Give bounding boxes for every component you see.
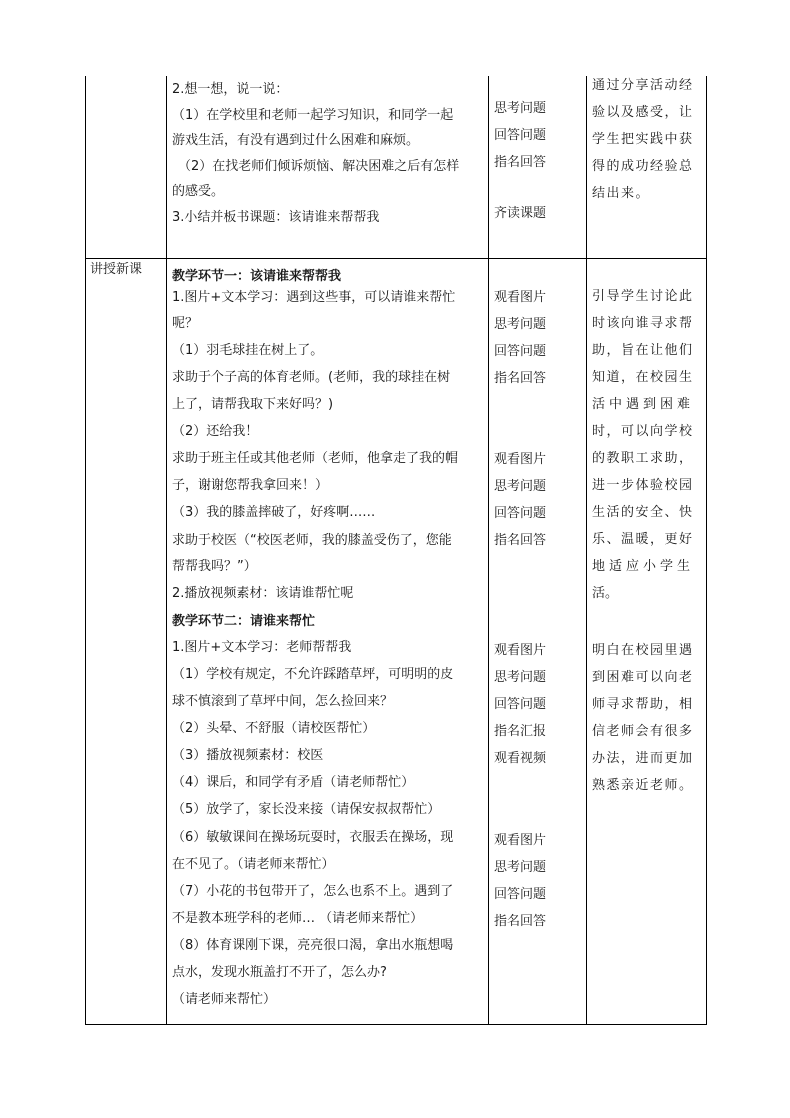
intent-line: 进一步体验校园	[592, 478, 694, 493]
row2-content-line: （1）学校有规定，不允许踩踏草坪，可明明的皮	[172, 667, 454, 682]
intent-line: 生活的安全、快	[592, 505, 694, 520]
activity-item: 观看图片	[494, 452, 547, 467]
intent-line: 活中遇到困难	[592, 397, 695, 412]
intent-line: 助，旨在让他们	[592, 343, 694, 358]
activity-item: 指名汇报	[494, 724, 547, 739]
intent-line: 到困难可以向老	[592, 670, 694, 685]
row1-content-line: 的感受。	[172, 184, 225, 199]
intent-line: 时，可以向学校	[592, 424, 694, 439]
row2-content-line: （2）还给我！	[172, 424, 259, 439]
row2-content-line: （3）我的膝盖摔破了，好疼啊……	[172, 505, 376, 520]
intent-line: 乐、温暖，更好	[592, 532, 694, 547]
activity-item: 指名回答	[494, 371, 547, 386]
activity-item: 思考问题	[494, 670, 547, 685]
activity-item: 指名回答	[494, 914, 547, 929]
activity-item: 观看视频	[494, 751, 547, 766]
intent-line: 通过分享活动经	[592, 78, 694, 93]
intent-line: 地适应小学生	[592, 559, 695, 574]
row2-content-line: 呢？	[172, 316, 199, 331]
row2-content-line: 上了，请帮我取下来好吗？)	[172, 397, 334, 412]
intent-line: 信老师会有很多	[592, 724, 694, 739]
activity-item: 观看图片	[494, 643, 547, 658]
row1-content-line: （2）在找老师们倾诉烦恼、解决困难之后有怎样	[178, 159, 460, 174]
row2-content-line: （7）小花的书包带开了，怎么也系不上。遇到了	[172, 884, 454, 899]
row2-content-line: 求助于个子高的体育老师。(老师，我的球挂在树	[172, 370, 451, 385]
row2-content-line: （2）头晕、不舒服（请校医帮忙）	[172, 721, 376, 736]
intent-line: 引导学生讨论此	[592, 289, 694, 304]
row2-content-line: 球不慎滚到了草坪中间，怎么捡回来？	[172, 694, 394, 709]
row2-content-line: （5）放学了，家长没来接（请保安叔叔帮忙）	[172, 802, 441, 817]
intent-line: 师寻求帮助，相	[592, 697, 694, 712]
row2-content-line: （4）课后，和同学有矛盾（请老师帮忙）	[172, 775, 415, 790]
activity-item: 指名回答	[494, 155, 547, 170]
activity-item: 回答问题	[494, 344, 547, 359]
row2-content-line: 不是教本班学科的老师… （请老师来帮忙）	[172, 911, 424, 926]
section-label: 讲授新课	[90, 262, 143, 277]
activity-item: 观看图片	[494, 833, 547, 848]
intent-line: 明白在校园里遇	[592, 643, 694, 658]
intent-line: 活。	[592, 586, 619, 601]
intent-line: 知道，在校园生	[592, 370, 694, 385]
row2-content-line: 求助于校医（“校医老师，我的膝盖受伤了，您能	[172, 533, 452, 548]
activity-item: 观看图片	[494, 290, 547, 305]
intent-line: 的教职工求助，	[592, 451, 694, 466]
intent-line: 结出来。	[592, 186, 651, 201]
row1-content-line: 2.想一想，说一说：	[172, 82, 289, 97]
section-heading: 教学环节二：请谁来帮忙	[172, 614, 316, 629]
activity-item: 回答问题	[494, 128, 547, 143]
activity-item: 思考问题	[494, 317, 547, 332]
row1-content-line: 3.小结并板书课题：该请谁来帮帮我	[172, 210, 380, 225]
activity-item: 回答问题	[494, 887, 547, 902]
row2-content-line: 点水，发现水瓶盖打不开了，怎么办?	[172, 965, 387, 980]
intent-line: 办法，进而更加	[592, 751, 694, 766]
intent-line: 验以及感受，让	[592, 105, 694, 120]
intent-line: 学生把实践中获	[592, 132, 694, 147]
row1-content-line: 游戏生活，有没有遇到过什么困难和麻烦。	[172, 133, 420, 148]
row2-content-line: 1.图片+文本学习：遇到这些事，可以请谁来帮忙	[172, 290, 456, 305]
activity-item: 思考问题	[494, 860, 547, 875]
row1-content-line: （1）在学校里和老师一起学习知识，和同学一起	[172, 108, 454, 123]
row2-content-line: 1.图片+文本学习：老师帮帮我	[172, 640, 352, 655]
activity-item: 回答问题	[494, 697, 547, 712]
activity-item: 回答问题	[494, 506, 547, 521]
row2-content-line: 求助于班主任或其他老师（老师，他拿走了我的帽	[172, 451, 459, 466]
section-heading: 教学环节一：该请谁来帮帮我	[172, 269, 342, 284]
row2-content-line: 2.播放视频素材：该请谁帮忙呢	[172, 586, 354, 601]
row2-content-line: （8）体育课刚下课，亮亮很口渴，拿出水瓶想喝	[172, 938, 454, 953]
row2-content-line: （请老师来帮忙）	[172, 992, 277, 1007]
row2-content-line: 帮帮我吗？”）	[172, 559, 257, 574]
activity-item: 指名回答	[494, 533, 547, 548]
activity-item: 思考问题	[494, 101, 547, 116]
activity-item: 思考问题	[494, 479, 547, 494]
row2-content-line: （3）播放视频素材：校医	[172, 748, 324, 763]
intent-line: 熟悉亲近老师。	[592, 778, 694, 793]
row2-content-line: （6）敏敏课间在操场玩耍时，衣服丢在操场，现	[172, 830, 454, 845]
activity-item: 齐读课题	[494, 206, 547, 221]
row2-content-line: 在不见了。（请老师来帮忙）	[172, 857, 335, 872]
row2-content-line: （1）羽毛球挂在树上了。	[172, 343, 324, 358]
row2-content-line: 子，谢谢您帮我拿回来！）	[172, 478, 329, 493]
intent-line: 得的成功经验总	[592, 159, 694, 174]
intent-line: 时该向谁寻求帮	[592, 316, 694, 331]
